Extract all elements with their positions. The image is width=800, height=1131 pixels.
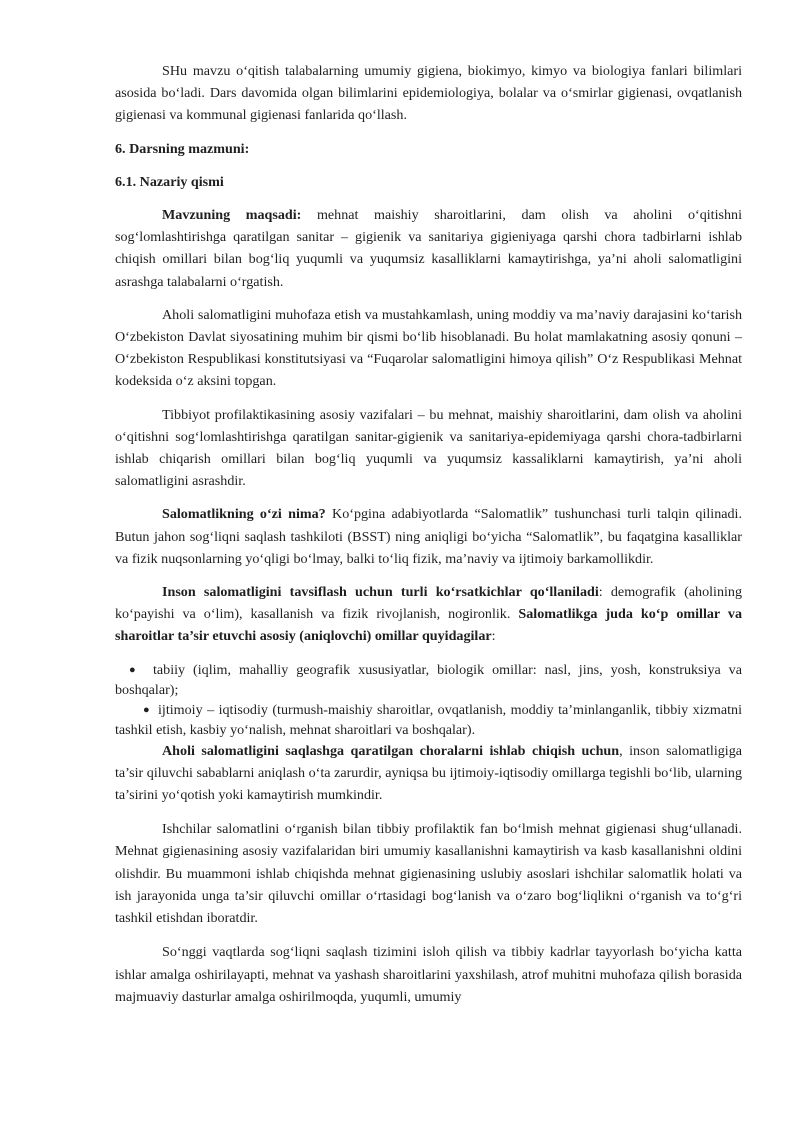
choralar-text: , inson salomatligiga ta’sir qiluvchi sabablarni aniqlash oʻta zarurdir, ayniqsa bu ijtimoiy-iqtisodiy omillarga tegishli boʻlib, ularning ta’sirini yoʻqotish yoki kamaytirish mumkindir. [115,742,743,804]
section-heading-6: 6. Darsning mazmuni: [115,140,250,157]
tibbiyot-paragraph: Tibbiyot profilaktikasining asosiy vazifalari – bu mehnat, maishiy sharoitlarini, dam olish va aholini oʻqitishni sogʻlomlashtirishga qaratilgan sanitar-gigienik va sanitariya-epidemiyaga qarshi chora-tadbirlarni ishlab chiqarish omillari bilan bogʻliq yuqumli va yuqumsiz kassaliklarni kamaytirish, ya’ni aholi salomatligini asrashdir. [115,406,742,490]
salomatlik-paragraph [115,503,742,570]
section-heading-6-1: 6.1. Nazariy qismi [115,173,224,190]
list-item-text: ijtimoiy – iqtisodiy (turmush-maishiy sharoitlar, ovqatlanish, moddiy ta’minlanganlik, tibbiy xizmatni tashkil etish, kasbiy yoʻnalish, mehnat sharoitlari va boshqalar). [115,701,742,738]
document-page [115,60,742,1008]
maqsad-paragraph [115,204,742,293]
inson-end: : [491,628,496,645]
list-item-text: tabiiy (iqlim, mahalliy geografik xususiyatlar, biologik omillar: nasl, jins, yosh, konstruksiya va boshqalar); [115,661,742,698]
intro-paragraph: SHu mavzu oʻqitish talabalarning umumiy gigiena, biokimyo, kimyo va biologiya fanlari bilimlari asosida boʻladi. Dars davomida olgan bilimlarini epidemiologiya, bolalar va oʻsmirlar gigienasi, ovqatlanish gigienasi va kommunal gigienasi fanlarida qoʻllash. [115,63,742,124]
inson-text: : demografik (aholining koʻpayishi va oʻlim), kasallanish va fizik rivojlanish, nogironlik. [115,584,743,623]
choralar-label: Aholi salomatligini saqlashga qaratilgan choralarni ishlab chiqish uchun [162,742,620,759]
maqsad-text: mehnat maishiy sharoitlarini, dam olish va aholini oʻqitishni sogʻlomlashtirishga qaratilgan sanitar – gigienik va sanitariya gigieniyaga qarshi chora tadbirlarni ishlab chiqish omillari bilan bogʻliq yuqumli va yuqumsiz kasalliklarni kamaytirishga, ya’ni aholi salomatligini asrashga talabalarni oʻrgatish. [115,207,742,290]
aholi-paragraph: Aholi salomatligini muhofaza etish va mustahkamlash, uning moddiy va ma’naviy darajasini koʻtarish Oʻzbekiston Davlat siyosatining muhim bir qismi boʻlib hisoblanadi. Bu holat mamlakatning asosiy qonuni – Oʻzbekiston Respublikasi konstitutsiyasi va “Fuqarolar salomatligini himoya qilish” Oʻz Respublikasi Mehnat kodeksida oʻz aksini topgan. [115,306,742,390]
list-item [115,700,742,740]
list-item [115,660,742,700]
inson-label-2: Salomatlikga juda koʻp omillar va sharoitlar ta’sir etuvchi asosiy (aniqlovchi) omillar quyidagilar [115,606,743,645]
ishchilar-paragraph: Ishchilar salomatlini oʻrganish bilan tibbiy profilaktik fan boʻlmish mehnat gigienasi shugʻullanadi. Mehnat gigienasining asosiy vazifalaridan biri umumiy kasallanishni kamaytirish va kasb kasallanishni oldini olishdir. Bu muammoni ishlab chiqishda mehnat gigienasining uslubiy asoslari ishchilar salomatlik holati va ish jarayonida unga ta’sir qiluvchi omillar oʻrtasidagi bogʻlanish va oʻzaro bogʻliqlikni oʻrganish va toʻgʻri tashkil etishdan iboratdir. [115,821,742,927]
factors-list [115,660,742,740]
salomatlik-text: Koʻpgina adabiyotlarda “Salomatlik” tushunchasi turli talqin qilinadi. Butun jahon sogʻliqni saqlash tashkiloti (BSST) ning aniqligi boʻyicha “Salomatlik”, bu faqatgina kasalliklar va fizik nuqsonlarning yoʻqligi boʻlmay, balki toʻliq fizik, ma’naviy va ijtimoiy barkamollikdir. [115,506,743,567]
inson-label: Inson salomatligini tavsiflash uchun turli koʻrsatkichlar qoʻllaniladi [162,584,599,601]
bullet-icon: ● [143,703,150,716]
salomatlik-label: Salomatlikning oʻzi nima? [162,506,326,523]
maqsad-label: Mavzuning maqsadi: [162,207,302,224]
songgi-paragraph: Soʻnggi vaqtlarda sogʻliqni saqlash tizimini isloh qilish va tibbiy kadrlar tayyorlash boʻyicha katta ishlar amalga oshirilayapti, mehnat va yashash sharoitlarini yaxshilash, atrof muhitni muhofaza qilish borasida majmuaviy dasturlar amalga oshirilmoqda, yuqumli, umumiy [115,944,742,1005]
choralar-paragraph [115,740,742,807]
bullet-icon: ● [129,663,136,676]
inson-paragraph [115,581,742,648]
